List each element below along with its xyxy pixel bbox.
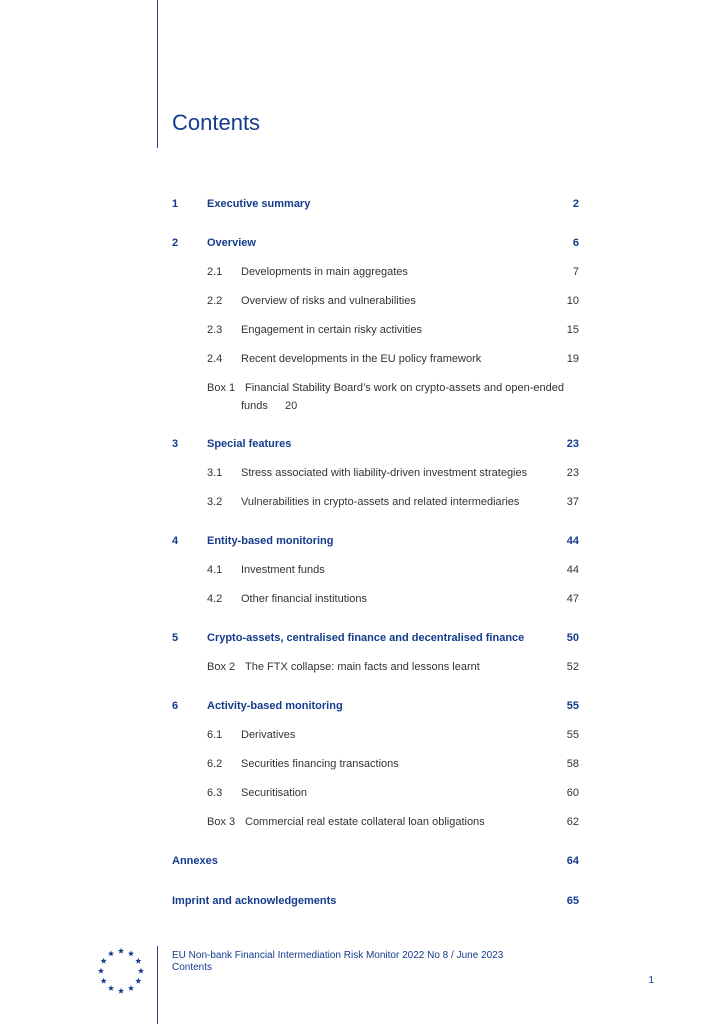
toc-entry-4-1[interactable]: [0, 561, 724, 579]
toc-page: 64: [566, 855, 579, 867]
star-icon: [118, 988, 124, 994]
page-title: Contents: [172, 110, 261, 135]
toc-entry-1[interactable]: [0, 195, 724, 213]
toc-page: 55: [566, 700, 579, 712]
toc-page: 52: [566, 661, 579, 673]
toc-page: 55: [566, 729, 579, 741]
toc-page: 20: [285, 400, 298, 412]
toc-label[interactable]: Crypto-assets, centralised finance and decentralised finance: [207, 632, 525, 644]
toc-label[interactable]: Securities financing transactions: [241, 758, 399, 770]
toc-entry-2-3[interactable]: [0, 321, 724, 339]
page-number: 1: [648, 975, 654, 986]
toc-entry-box-2[interactable]: [0, 658, 724, 676]
toc-entry-4-2[interactable]: [0, 590, 724, 608]
star-icon: [101, 978, 107, 984]
star-icon: [128, 950, 134, 956]
toc-page: 65: [566, 895, 579, 907]
star-icon: [108, 985, 114, 991]
toc-label[interactable]: Executive summary: [207, 198, 311, 210]
toc-label[interactable]: Investment funds: [241, 564, 325, 576]
toc-entry-2-1[interactable]: [0, 263, 724, 281]
toc-box-number: Box 3: [207, 816, 236, 828]
toc-page: 44: [566, 535, 579, 547]
star-icon: [138, 968, 144, 974]
toc-page: 2: [572, 198, 579, 210]
toc-entry-2-4[interactable]: [0, 350, 724, 368]
toc-entry-6-3[interactable]: [0, 784, 724, 802]
toc-number: 3.1: [207, 467, 223, 479]
toc-page: 44: [566, 564, 579, 576]
toc-number: 2.3: [207, 324, 223, 336]
toc-page: 23: [566, 438, 579, 450]
toc-entry-annexes[interactable]: [0, 852, 724, 870]
footer-section-name: Contents: [172, 962, 213, 973]
toc-number: 2.4: [207, 353, 223, 365]
toc-label[interactable]: Securitisation: [241, 787, 308, 799]
toc-page: 50: [566, 632, 579, 644]
toc-page: 10: [566, 295, 579, 307]
toc-entry-6[interactable]: [0, 697, 724, 715]
toc-box-number: Box 1: [207, 382, 236, 394]
toc-entry-3[interactable]: [0, 435, 724, 453]
toc-number: 5: [172, 632, 179, 644]
star-icon: [128, 985, 134, 991]
toc-page: 47: [566, 593, 579, 605]
toc-number: 6: [172, 700, 179, 712]
toc-page: 23: [566, 467, 579, 479]
toc-number: 6.1: [207, 729, 223, 741]
toc-number: 2.2: [207, 295, 223, 307]
toc-entry-box-1[interactable]: [0, 379, 724, 397]
star-icon: [135, 958, 141, 964]
toc-entry-4[interactable]: [0, 532, 724, 550]
toc-label[interactable]: Recent developments in the EU policy framework: [241, 353, 482, 365]
toc-label[interactable]: Activity-based monitoring: [207, 700, 343, 712]
toc-label[interactable]: Special features: [207, 438, 292, 450]
top-vertical-rule: [157, 0, 158, 148]
toc-label[interactable]: Annexes: [172, 855, 218, 867]
toc-page: 19: [566, 353, 579, 365]
toc-label[interactable]: Stress associated with liability-driven investment strategies: [241, 467, 528, 479]
toc-number: 1: [172, 198, 179, 210]
toc-page: 6: [572, 237, 579, 249]
toc-label[interactable]: Financial Stability Board’s work on crypto-assets and open-ended: [245, 382, 564, 394]
star-icon: [118, 948, 124, 954]
toc-entry-6-2[interactable]: [0, 755, 724, 773]
toc-number: 4.2: [207, 593, 223, 605]
star-icon: [108, 950, 114, 956]
star-icon: [98, 968, 104, 974]
toc-entry-2-2[interactable]: [0, 292, 724, 310]
toc-page: 58: [566, 758, 579, 770]
toc-number: 2: [172, 237, 179, 249]
toc-number: 2.1: [207, 266, 223, 278]
toc-number: 6.3: [207, 787, 223, 799]
toc-page: 7: [572, 266, 579, 278]
toc-label[interactable]: Imprint and acknowledgements: [172, 895, 337, 907]
toc-entry-3-1[interactable]: [0, 464, 724, 482]
footer-publication-title: EU Non-bank Financial Intermediation Risk Monitor 2022 No 8 / June 2023: [172, 950, 504, 961]
toc-number: 6.2: [207, 758, 223, 770]
toc-entry-3-2[interactable]: [0, 493, 724, 511]
toc-page: 62: [566, 816, 579, 828]
toc-number: 3: [172, 438, 179, 450]
toc-label[interactable]: Overview of risks and vulnerabilities: [241, 295, 416, 307]
toc-entry-imprint[interactable]: [0, 892, 724, 910]
toc-page: 37: [566, 496, 579, 508]
toc-label[interactable]: Other financial institutions: [241, 593, 367, 605]
toc-label[interactable]: The FTX collapse: main facts and lessons learnt: [245, 661, 480, 673]
toc-number: 4.1: [207, 564, 223, 576]
toc-number: 4: [172, 535, 179, 547]
toc-label[interactable]: Vulnerabilities in crypto-assets and related intermediaries: [241, 496, 520, 508]
toc-entry-box-3[interactable]: [0, 813, 724, 831]
toc-page: 15: [566, 324, 579, 336]
toc-label-continued[interactable]: funds: [241, 400, 268, 412]
toc-label[interactable]: Derivatives: [241, 729, 296, 741]
star-icon: [101, 958, 107, 964]
toc-entry-box-1-cont[interactable]: [0, 397, 724, 415]
toc-label[interactable]: Developments in main aggregates: [241, 266, 408, 278]
toc-entry-2[interactable]: [0, 234, 724, 252]
toc-label[interactable]: Entity-based monitoring: [207, 535, 334, 547]
toc-label[interactable]: Engagement in certain risky activities: [241, 324, 422, 336]
toc-page: 60: [566, 787, 579, 799]
toc-entry-6-1[interactable]: [0, 726, 724, 744]
toc-label[interactable]: Commercial real estate collateral loan obligations: [245, 816, 485, 828]
star-icon: [135, 978, 141, 984]
toc-number: 3.2: [207, 496, 223, 508]
eu-stars-icon: [96, 946, 146, 996]
bottom-vertical-rule: [157, 946, 158, 1024]
toc-label[interactable]: Overview: [207, 237, 256, 249]
toc-entry-5[interactable]: [0, 629, 724, 647]
toc-box-number: Box 2: [207, 661, 236, 673]
